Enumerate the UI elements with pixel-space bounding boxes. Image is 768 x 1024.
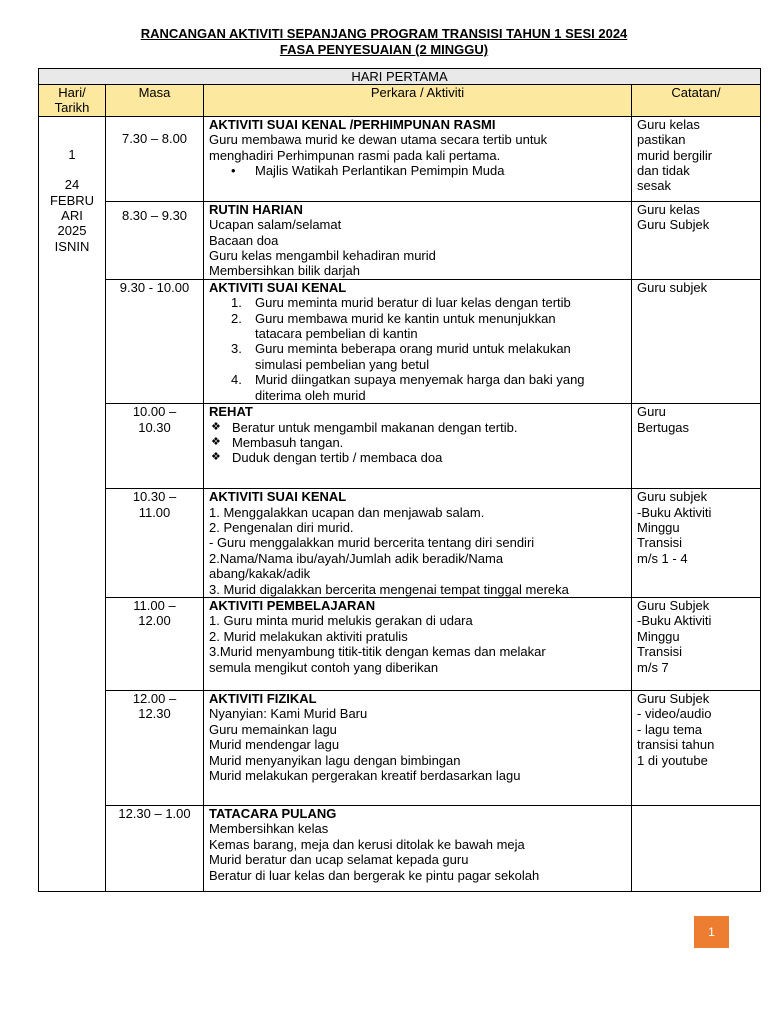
activity-line: 2. Pengenalan diri murid. — [209, 519, 354, 535]
activity-line: 3. Murid digalakkan bercerita mengenai tempat tinggal mereka — [209, 581, 569, 597]
activity-cell — [204, 690, 632, 805]
activity-heading: AKTIVITI SUAI KENAL /PERHIMPUNAN RASMI — [209, 116, 496, 132]
catatan-line: m/s 1 - 4 — [637, 550, 688, 566]
time-spacer — [111, 117, 198, 131]
time-start: 9.30 - 10.00 — [119, 279, 190, 295]
day-heading-row — [39, 69, 761, 85]
activity-line: Beratur di luar kelas dan bergerak ke pintu pagar sekolah — [209, 867, 540, 883]
time-start: 12.00 – — [132, 690, 177, 706]
catatan-line: Minggu — [637, 519, 680, 535]
hari-spacer — [44, 117, 100, 147]
catatan-cell — [632, 116, 761, 201]
item-number: 1. — [231, 295, 242, 311]
activity-line: Guru memainkan lagu — [209, 721, 337, 737]
item-line: Murid diingatkan supaya menyemak harga dan baki yang — [255, 372, 585, 388]
diamond-bullet-icon: ❖ — [211, 435, 221, 448]
numbered-item — [209, 372, 626, 403]
column-header-hari — [39, 85, 106, 117]
table-row — [39, 201, 761, 279]
time-start: 8.30 – 9.30 — [121, 207, 188, 223]
activity-heading: AKTIVITI SUAI KENAL — [209, 279, 347, 295]
activity-heading: TATACARA PULANG — [209, 805, 337, 821]
activity-heading: AKTIVITI SUAI KENAL — [209, 489, 347, 505]
time-cell — [106, 690, 204, 805]
activity-bullet-list — [209, 163, 626, 178]
table-row — [39, 404, 761, 489]
catatan-cell — [632, 201, 761, 279]
table-row — [39, 489, 761, 598]
activity-line: 1. Guru minta murid melukis gerakan di udara — [209, 613, 473, 629]
activity-cell — [204, 201, 632, 279]
catatan-line: - video/audio — [637, 706, 712, 722]
time-start: 12.30 – 1.00 — [118, 805, 191, 821]
diamond-bullet-icon: ❖ — [211, 451, 221, 464]
catatan-cell — [632, 597, 761, 690]
catatan-line: 1 di youtube — [637, 752, 708, 768]
catatan-line: Guru Subjek — [637, 690, 710, 706]
catatan-line: Guru — [637, 404, 666, 420]
item-number: 3. — [231, 341, 242, 357]
activity-line: - Guru menggalakkan murid bercerita tentang diri sendiri — [209, 535, 535, 551]
activity-heading: AKTIVITI FIZIKAL — [209, 690, 317, 706]
diamond-item — [209, 420, 626, 435]
diamond-text: Beratur untuk mengambil makanan dengan tertib. — [232, 419, 518, 435]
item-line: Guru membawa murid ke kantin untuk menunjukkan — [255, 310, 556, 326]
date-date-l4: 2025 — [57, 223, 87, 239]
item-number: 2. — [231, 310, 242, 326]
catatan-cell — [632, 489, 761, 598]
catatan-line: -Buku Aktiviti — [637, 613, 712, 629]
catatan-line: Guru subjek — [637, 489, 708, 505]
activity-heading: RUTIN HARIAN — [209, 201, 303, 217]
activity-table — [38, 68, 761, 892]
catatan-line: Guru Subjek — [637, 597, 710, 613]
numbered-item — [209, 311, 626, 342]
date-day: ISNIN — [54, 238, 90, 254]
activity-line: 3.Murid menyambung titik-titik dengan kemas dan melakar — [209, 644, 546, 660]
item-line: Guru meminta murid beratur di luar kelas dengan tertib — [255, 295, 571, 311]
activity-line: 2.Nama/Nama ibu/ayah/Jumlah adik beradik/Nama — [209, 550, 504, 566]
catatan-line: sesak — [637, 178, 671, 194]
hari-spacer — [44, 162, 100, 177]
catatan-cell — [632, 690, 761, 805]
activity-line: Kemas barang, meja dan kerusi ditolak ke bawah meja — [209, 836, 525, 852]
time-start: 10.30 – — [132, 489, 177, 505]
numbered-item — [209, 341, 626, 372]
catatan-line: transisi tahun — [637, 737, 715, 753]
time-cell — [106, 489, 204, 598]
item-line: tatacara pembelian di kantin — [255, 326, 418, 342]
column-header-catatan: Catatan/ — [632, 85, 761, 117]
activity-line: Murid melakukan pergerakan kreatif berdasarkan lagu — [209, 767, 521, 783]
time-cell — [106, 805, 204, 891]
catatan-cell — [632, 404, 761, 489]
page-number-badge: 1 — [694, 916, 729, 948]
date-date-l1: 24 — [64, 177, 80, 193]
activity-line: Membersihkan bilik darjah — [209, 263, 361, 279]
time-cell — [106, 404, 204, 489]
catatan-line: Guru Subjek — [637, 217, 710, 233]
activity-line: semula mengikut contoh yang diberikan — [209, 659, 439, 675]
catatan-line: m/s 7 — [637, 659, 669, 675]
time-cell — [106, 201, 204, 279]
activity-line: Murid mendengar lagu — [209, 737, 340, 753]
time-end: 11.00 — [138, 504, 171, 520]
hari-tarikh-cell — [39, 116, 106, 891]
diamond-bullet-icon: ❖ — [211, 420, 221, 433]
activity-cell — [204, 597, 632, 690]
column-header-hari-line2: Tarikh — [54, 100, 90, 116]
catatan-cell — [632, 279, 761, 403]
activity-cell — [204, 116, 632, 201]
catatan-line: murid bergilir — [637, 147, 713, 163]
activity-cell — [204, 404, 632, 489]
catatan-line: Guru subjek — [637, 279, 708, 295]
catatan-line: dan tidak — [637, 163, 690, 179]
item-line: simulasi pembelian yang betul — [255, 356, 430, 372]
day-heading: HARI PERTAMA — [39, 69, 761, 85]
document-title: RANCANGAN AKTIVITI SEPANJANG PROGRAM TRANSISI TAHUN 1 SESI 2024 — [140, 26, 628, 41]
column-header-hari-line1: Hari/ — [58, 85, 86, 100]
activity-line: Guru membawa murid ke dewan utama secara tertib untuk — [209, 132, 548, 148]
catatan-cell — [632, 805, 761, 891]
activity-line: Membersihkan kelas — [209, 821, 329, 837]
catatan-line: Guru kelas — [637, 201, 700, 217]
table-row — [39, 279, 761, 403]
time-start: 11.00 – — [133, 597, 176, 613]
table-row — [39, 116, 761, 201]
activity-line: Guru kelas mengambil kehadiran murid — [209, 248, 436, 264]
numbered-item — [209, 295, 626, 310]
activity-line: 2. Murid melakukan aktiviti pratulis — [209, 628, 408, 644]
diamond-item — [209, 450, 626, 465]
column-header-row — [39, 85, 761, 117]
activity-bullet: • Majlis Watikah Perlantikan Pemimpin Muda — [209, 163, 626, 178]
activity-diamond-list — [209, 420, 626, 466]
activity-heading: AKTIVITI PEMBELAJARAN — [209, 597, 376, 613]
table-row — [39, 690, 761, 805]
activity-line: abang/kakak/adik — [209, 566, 311, 582]
time-end: 12.30 — [138, 706, 171, 722]
item-number: 4. — [231, 372, 242, 388]
diamond-text: Membasuh tangan. — [232, 434, 344, 450]
activity-numbered-list — [209, 295, 626, 403]
catatan-line: - lagu tema — [637, 721, 703, 737]
time-end: 12.00 — [138, 613, 171, 629]
time-cell — [106, 597, 204, 690]
time-end: 10.30 — [138, 419, 171, 435]
column-header-masa: Masa — [106, 85, 204, 117]
activity-line: 1. Menggalakkan ucapan dan menjawab salam. — [209, 504, 485, 520]
catatan-line: -Buku Aktiviti — [637, 504, 712, 520]
activity-cell — [204, 279, 632, 403]
diamond-text: Duduk dengan tertib / membaca doa — [232, 450, 443, 466]
activity-cell — [204, 805, 632, 891]
catatan-line: Transisi — [637, 535, 683, 551]
diamond-item — [209, 435, 626, 450]
table-row — [39, 597, 761, 690]
activity-line: Bacaan doa — [209, 232, 279, 248]
time-cell — [106, 279, 204, 403]
time-cell — [106, 116, 204, 201]
activity-cell — [204, 489, 632, 598]
table-row — [39, 805, 761, 891]
catatan-line: Guru kelas — [637, 116, 700, 132]
catatan-line: pastikan — [637, 132, 686, 148]
catatan-line: Transisi — [637, 644, 683, 660]
activity-line: Nyanyian: Kami Murid Baru — [209, 706, 368, 722]
column-header-perkara: Perkara / Aktiviti — [204, 85, 632, 117]
activity-line: Murid beratur dan ucap selamat kepada guru — [209, 852, 469, 868]
catatan-line: Bertugas — [637, 419, 690, 435]
item-line: diterima oleh murid — [255, 387, 366, 403]
activity-line: menghadiri Perhimpunan rasmi pada kali pertama. — [209, 147, 501, 163]
time-start: 7.30 – 8.00 — [121, 130, 188, 146]
date-date-l3: ARI — [61, 208, 83, 224]
activity-line: Murid menyanyikan lagu dengan bimbingan — [209, 752, 461, 768]
activity-heading: REHAT — [209, 404, 253, 420]
activity-line: Ucapan salam/selamat — [209, 217, 342, 233]
time-start: 10.00 – — [132, 404, 177, 420]
catatan-line: Minggu — [637, 628, 680, 644]
date-date-l2: FEBRU — [49, 192, 95, 208]
item-line: Guru meminta beberapa orang murid untuk melakukan — [255, 341, 571, 357]
document-subtitle: FASA PENYESUAIAN (2 MINGGU) — [279, 42, 489, 57]
day-number: 1 — [68, 146, 76, 162]
